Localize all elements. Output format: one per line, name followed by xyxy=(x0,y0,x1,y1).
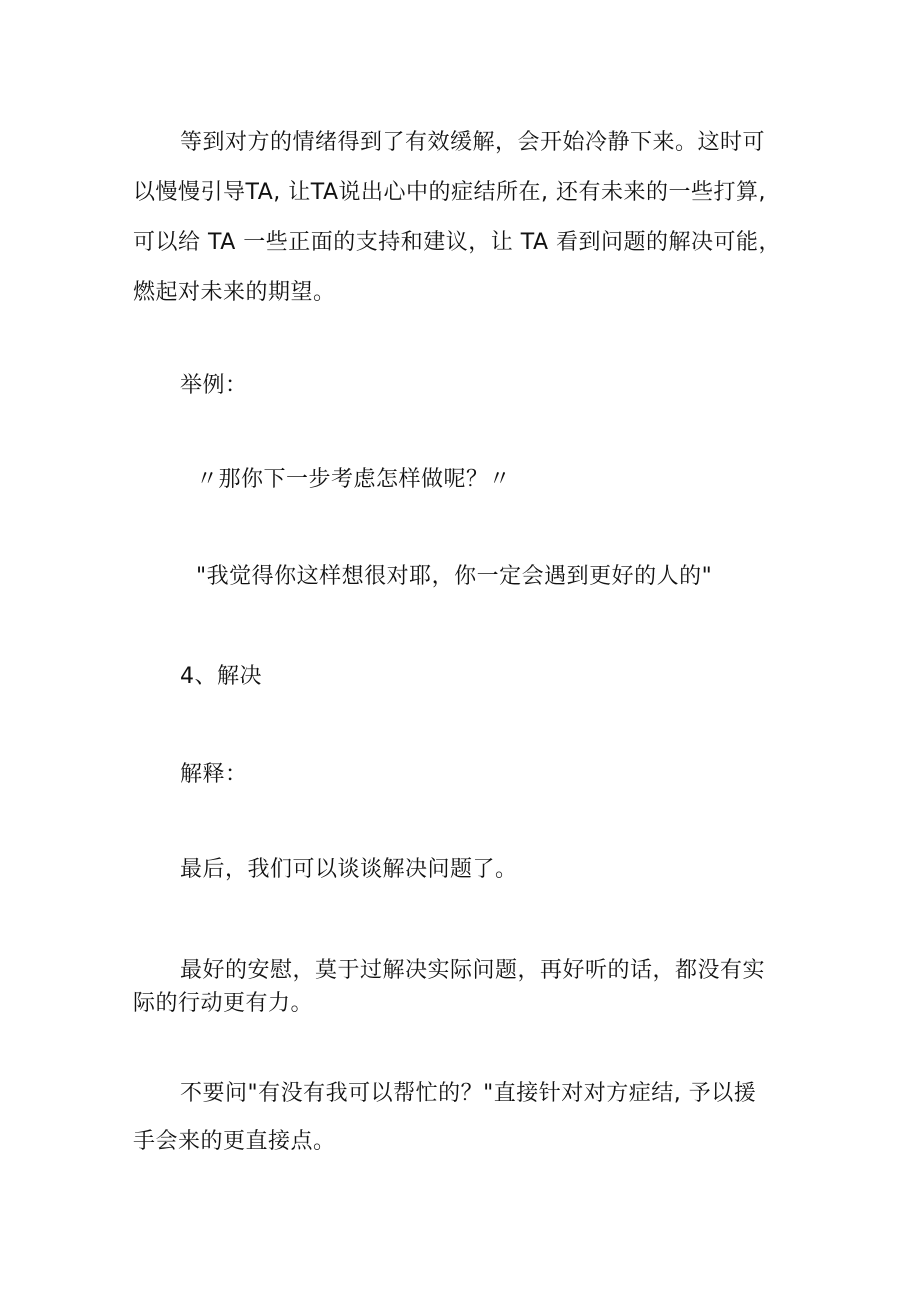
paragraph-3-line-2: 际的行动更有力。 xyxy=(133,991,314,1016)
explain-label: 解释： xyxy=(180,762,248,787)
paragraph-1-line-4: 燃起对未来的期望。 xyxy=(133,280,336,305)
paragraph-4-line-2: 手会来的更直接点。 xyxy=(133,1129,336,1154)
paragraph-1-line-2: 以慢慢引导TA, 让TA说出心中的症结所在, 还有未来的一些打算, xyxy=(133,180,767,205)
example-quote-2: "我觉得你这样想很对耶，你一定会遇到更好的人的" xyxy=(196,564,713,589)
example-label: 举例： xyxy=(180,373,248,398)
paragraph-3-line-1: 最好的安慰，莫于过解决实际问题，再好听的话，都没有实 xyxy=(180,958,766,983)
paragraph-2: 最后，我们可以谈谈解决问题了。 xyxy=(180,857,518,882)
example-quote-1: 〃那你下一步考虑怎样做呢？〃 xyxy=(196,467,512,492)
section-4-heading: 4、解决 xyxy=(180,664,262,689)
paragraph-1-line-1: 等到对方的情绪得到了有效缓解，会开始冷静下来。这时可 xyxy=(180,130,766,155)
paragraph-1-line-3: 可以给 TA 一些正面的支持和建议，让 TA 看到问题的解决可能， xyxy=(133,230,782,255)
paragraph-4-line-1: 不要问"有没有我可以帮忙的？"直接针对对方症结, 予以援 xyxy=(180,1081,757,1106)
